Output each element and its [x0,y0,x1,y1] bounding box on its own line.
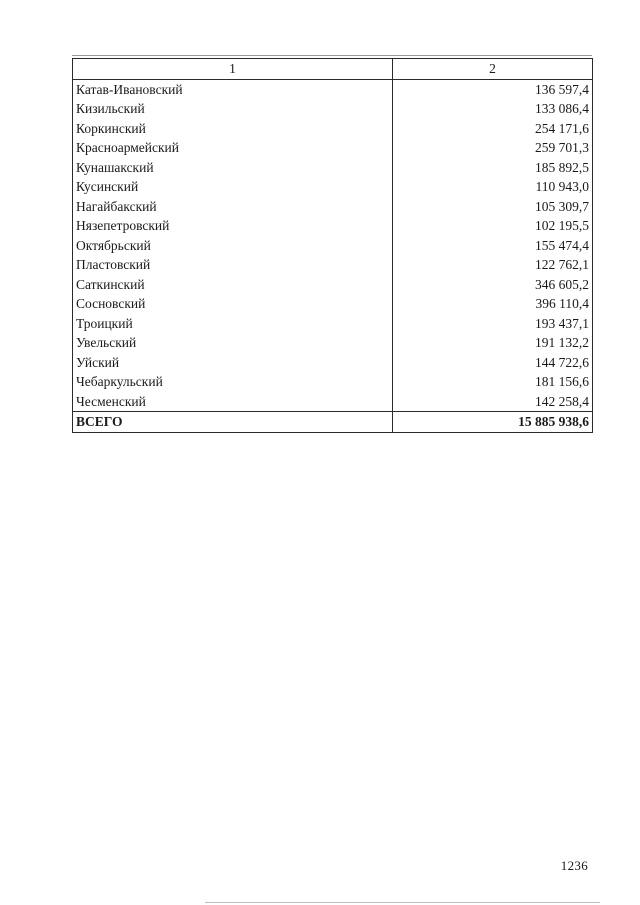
table-row [73,255,593,275]
table-row [73,275,593,295]
district-amount: 142 258,4 [393,392,593,412]
district-name: Красноармейский [73,138,393,158]
district-name: Саткинский [73,275,393,295]
district-amount: 191 132,2 [393,333,593,353]
table-row [73,294,593,314]
district-name: Катав-Ивановский [73,79,393,99]
district-name: Троицкий [73,314,393,334]
table-body [73,79,593,412]
district-name: Нязепетровский [73,216,393,236]
district-name: Сосновский [73,294,393,314]
district-amount: 181 156,6 [393,372,593,392]
table-row [73,79,593,99]
table-row [73,216,593,236]
table-row [73,119,593,139]
district-name: Нагайбакский [73,197,393,217]
total-row [73,412,593,433]
page-number: 1236 [560,858,588,873]
district-amount: 259 701,3 [393,138,593,158]
district-amount: 185 892,5 [393,158,593,178]
district-amount: 122 762,1 [393,255,593,275]
table-row [73,236,593,256]
district-amount: 110 943,0 [393,177,593,197]
table-row [73,333,593,353]
district-name: Кусинский [73,177,393,197]
total-value: 15 885 938,6 [393,412,593,433]
district-name: Пластовский [73,255,393,275]
table-row [73,177,593,197]
table-row [73,314,593,334]
total-label: ВСЕГО [73,412,393,433]
district-name: Кизильский [73,99,393,119]
district-amount: 193 437,1 [393,314,593,334]
bottom-rule [205,902,600,903]
district-amount: 346 605,2 [393,275,593,295]
table-row [73,372,593,392]
column-header-1: 1 [73,59,393,80]
district-name: Кунашакский [73,158,393,178]
district-amount: 105 309,7 [393,197,593,217]
district-name: Чесменский [73,392,393,412]
top-rule [72,55,592,56]
table-header-row [73,59,593,80]
district-amount: 254 171,6 [393,119,593,139]
district-amount: 133 086,4 [393,99,593,119]
district-amount: 136 597,4 [393,79,593,99]
table-row [73,138,593,158]
table-row [73,158,593,178]
district-name: Коркинский [73,119,393,139]
table-row [73,197,593,217]
data-table [72,58,593,433]
district-amount: 144 722,6 [393,353,593,373]
table-row [73,353,593,373]
table-row [73,392,593,412]
district-name: Увельский [73,333,393,353]
district-amount: 155 474,4 [393,236,593,256]
district-name: Уйский [73,353,393,373]
table-row [73,99,593,119]
column-header-2: 2 [393,59,593,80]
district-name: Октябрьский [73,236,393,256]
district-amount: 102 195,5 [393,216,593,236]
district-name: Чебаркульский [73,372,393,392]
district-amount: 396 110,4 [393,294,593,314]
